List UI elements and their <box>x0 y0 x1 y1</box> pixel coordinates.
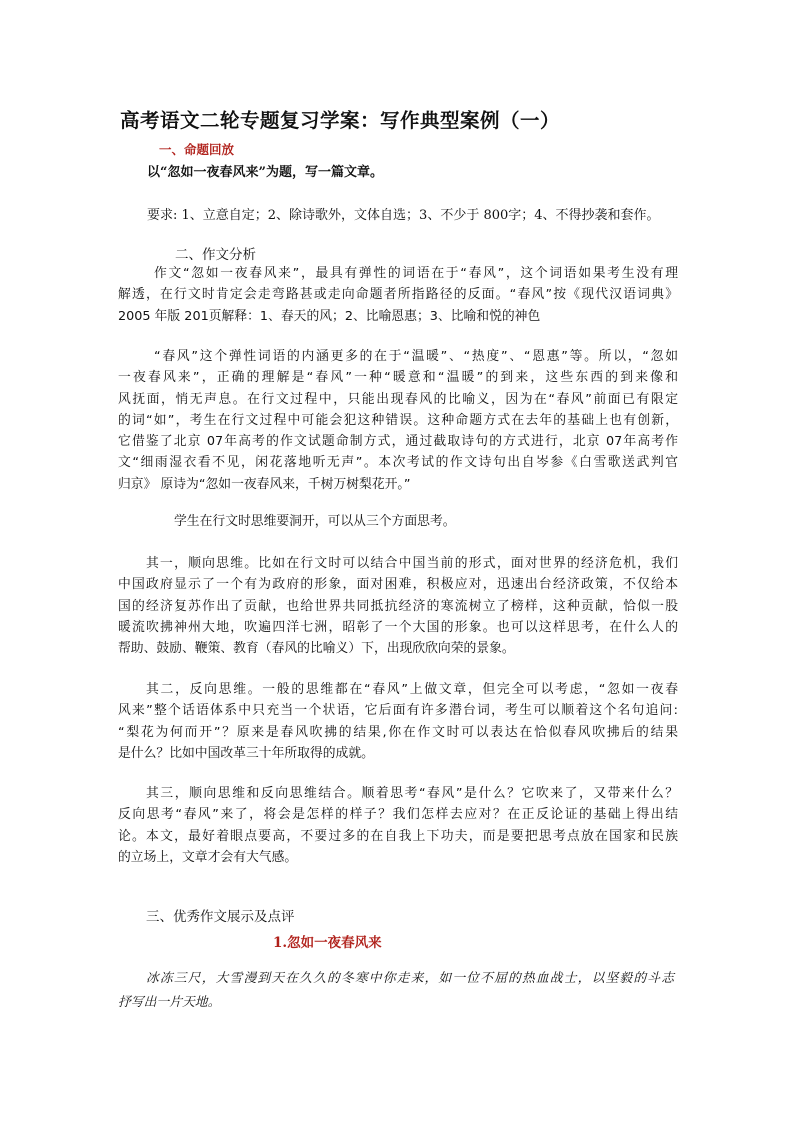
paragraph-line: 反向思考“春风”来了，将会是怎样的样子？我们怎样去应对？在正反论证的基础上得出结 <box>118 807 678 823</box>
section2-heading: 二、作文分析 <box>175 247 256 263</box>
paragraph-line: 国的经济复苏作出了贡献，也给世界共同抵抗经济的寒流树立了榜样，这种贡献，恰似一股 <box>118 598 678 614</box>
essay-paragraph <box>118 967 674 1015</box>
paragraph-line: 帮助、鼓励、鞭策、教育（春风的比喻义）下，出现欣欣向荣的景象。 <box>118 641 515 657</box>
analysis-paragraph-2 <box>118 346 678 495</box>
paragraph-line: 2005 年版 201页解释：1、春天的风；2、比喻恩惠；3、比喻和悦的神色 <box>118 308 541 324</box>
paragraph-line: 论。本文，最好着眼点要高，不要过多的在自我上下功夫，而是要把思考点放在国家和民族 <box>118 828 678 844</box>
paragraph-line: “梨花为何而开”？原来是春风吹拂的结果,你在作文时可以表达在恰似春风吹拂后的结果 <box>118 724 678 740</box>
paragraph-line: 风抚面，悄无声息。在行文过程中，只能出现春风的比喻义，因为在“春风”前面已有限定 <box>118 391 678 407</box>
paragraph-line: 是什么？比如中国改革三十年所取得的成就。 <box>118 745 374 761</box>
paragraph-line: 的词“如”，考生在行文过程中可能会犯这种错误。这种命题方式在去年的基础上也有创新， <box>118 412 678 428</box>
section1-heading: 一、命题回放 <box>159 142 235 157</box>
paragraph-line: 冰冻三尺，大雪漫到天在久久的冬寒中你走来，如一位不屈的热血战士，以坚毅的斗志 <box>146 971 674 986</box>
paragraph-line: 风来”整个话语体系中只充当一个状语，它后面有许多潜台词，考生可以顺着这个名句追问: <box>118 703 678 719</box>
section3-heading: 三、优秀作文展示及点评 <box>146 909 295 925</box>
essay-title: 1.忽如一夜春风来 <box>273 935 382 951</box>
paragraph-line: 其一，顺向思维。比如在行文时可以结合中国当前的形式，面对世界的经济危机，我们 <box>146 556 678 571</box>
paragraph-line: 学生在行文时思维要洞开，可以从三个方面思考。 <box>174 514 456 529</box>
essay-requirements: 要求: 1、立意自定；2、除诗歌外，文体自选；3、不少于 800字；4、不得抄袭和套作。 <box>147 208 660 223</box>
page-title: 高考语文二轮专题复习学案：写作典型案例（一） <box>120 109 561 132</box>
paragraph-line: 一夜春风来”，正确的理解是“春风”一种“暖意和“温暖”的到来，这些东西的到来像和 <box>118 370 678 386</box>
essay-prompt: 以“忽如一夜春风来”为题，写一篇文章。 <box>147 165 383 180</box>
paragraph-line: 中国政府显示了一个有为政府的形象，面对困难，积极应对，迅速出台经济政策，不仅给本 <box>118 577 678 593</box>
paragraph-line: 抒写出一片天地。 <box>118 995 221 1010</box>
analysis-paragraph-4 <box>118 553 678 659</box>
paragraph-line: 归京》 原诗为“忽如一夜春风来，千树万树梨花开。” <box>118 476 411 492</box>
analysis-paragraph-6 <box>118 783 678 868</box>
paragraph-line: 它借鉴了北京 07年高考的作文试题命制方式，通过截取诗句的方式进行，北京 07年高考作 <box>118 434 678 450</box>
analysis-paragraph-5 <box>118 679 678 764</box>
analysis-paragraph-3 <box>118 511 678 532</box>
paragraph-line: 文“细雨湿衣看不见，闲花落地听无声”。本次考试的作文诗句出自岑参《白雪歌送武判官 <box>118 455 678 471</box>
paragraph-line: “春风”这个弹性词语的内涵更多的在于“温暖”、“热度”、“恩惠”等。所以，“忽如 <box>154 349 678 364</box>
paragraph-line: 作文“忽如一夜春风来”，最具有弹性的词语在于“春风”，这个词语如果考生没有理 <box>154 266 678 281</box>
paragraph-line: 其二，反向思维。一般的思维都在“春风”上做文章，但完全可以考虑，“忽如一夜春 <box>146 682 678 697</box>
analysis-paragraph-1 <box>118 263 678 327</box>
paragraph-line: 的立场上，文章才会有大气感。 <box>118 849 298 865</box>
paragraph-line: 暖流吹拂神州大地，吹遍四洋七洲，昭彰了一个大国的形象。也可以这样思考，在什么人的 <box>118 619 678 635</box>
paragraph-line: 解透，在行文时肯定会走弯路甚或走向命题者所指路径的反面。“春风”按《现代汉语词典》 <box>118 287 678 303</box>
paragraph-line: 其三，顺向思维和反向思维结合。顺着思考“春风”是什么？它吹来了，又带来什么？ <box>146 786 678 801</box>
